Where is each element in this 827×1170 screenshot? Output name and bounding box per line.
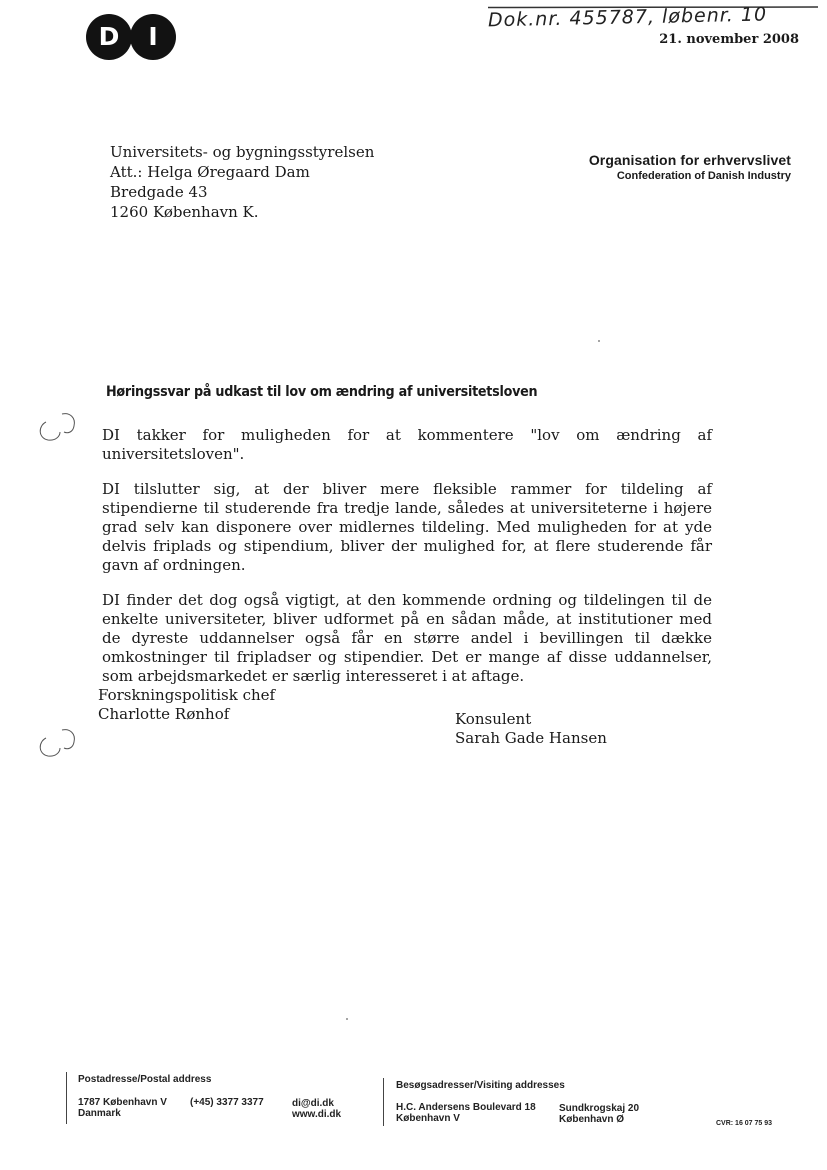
recipient-line: Bredgade 43	[110, 183, 208, 201]
visiting-street: Sundkrogskaj 20	[559, 1103, 640, 1114]
logo-letter-i: I	[130, 14, 176, 60]
visiting-city: København V	[396, 1113, 460, 1124]
body-paragraph: DI takker for muligheden for at kommentere "lov om ændring af universitetsloven".	[102, 426, 712, 463]
body-paragraph: DI finder det dog også vigtigt, at den kommende ordning og tildelingen til de enkelte universiteter, bliver udformet på en sådan måde, at institutioner med de dyreste uddannelser også får en større andel i bevillingen til dække omkostninger til fripladser og stipendier. Det er mange af disse uddannelser, som arbejdsmarkedet er særlig interesseret i at aftage.	[102, 591, 712, 685]
recipient-line: 1260 København K.	[110, 203, 259, 221]
contact-links	[292, 1098, 341, 1120]
signatory-title: Konsulent	[455, 710, 532, 728]
footer-divider	[383, 1078, 384, 1126]
postal-address-heading: Postadresse/Postal address	[78, 1074, 212, 1085]
visiting-street: H.C. Andersens Boulevard 18	[396, 1102, 536, 1113]
scan-speck	[598, 340, 600, 342]
organisation-subtitle: Confederation of Danish Industry	[616, 170, 791, 182]
sender-organisation	[589, 152, 791, 182]
handwritten-doc-number: Dok.nr. 455787, løbenr. 10	[487, 3, 768, 32]
recipient-line: Att.: Helga Øregaard Dam	[110, 163, 310, 181]
punch-hole-mark	[34, 408, 80, 448]
visiting-address-1	[396, 1102, 536, 1124]
di-logo	[86, 14, 178, 60]
visiting-city: København Ø	[559, 1114, 625, 1125]
phone-number: (+45) 3377 3377	[190, 1097, 264, 1108]
signatory-name: Charlotte Rønhof	[98, 705, 230, 723]
letter-date: 21. november 2008	[659, 32, 799, 47]
signatory-name: Sarah Gade Hansen	[455, 729, 607, 747]
logo-letter-d: D	[86, 14, 132, 60]
postal-address	[78, 1097, 167, 1119]
email-address: di@di.dk	[292, 1098, 334, 1109]
recipient-line: Universitets- og bygningsstyrelsen	[110, 143, 375, 161]
signatory-left	[98, 686, 275, 724]
postal-city: 1787 København V	[78, 1097, 167, 1108]
postal-country: Danmark	[78, 1108, 121, 1119]
scan-speck	[346, 1018, 348, 1020]
signatory-title: Forskningspolitisk chef	[98, 686, 276, 704]
visiting-address-2	[559, 1103, 639, 1125]
organisation-name: Organisation for erhvervslivet	[588, 152, 791, 168]
website: www.di.dk	[292, 1109, 342, 1120]
body-paragraph: DI tilslutter sig, at der bliver mere fleksible rammer for tildeling af stipendierne til studerende fra tredje lande, således at universiteterne i højere grad selv kan disponere over midlernes tildeling. Med muligheden for at yde delvis friplads og stipendium, bliver der mulighed for, at flere studerende får gavn af ordningen.	[102, 480, 712, 574]
punch-hole-mark	[34, 724, 80, 764]
letter-subject: Høringssvar på udkast til lov om ændring af universitetsloven	[106, 384, 538, 400]
signatory-right	[455, 710, 607, 748]
letter-body	[102, 426, 712, 702]
recipient-address	[110, 142, 374, 222]
footer-divider	[66, 1072, 67, 1124]
cvr-number: CVR: 16 07 75 93	[716, 1120, 773, 1127]
visiting-address-heading: Besøgsadresser/Visiting addresses	[396, 1080, 565, 1091]
